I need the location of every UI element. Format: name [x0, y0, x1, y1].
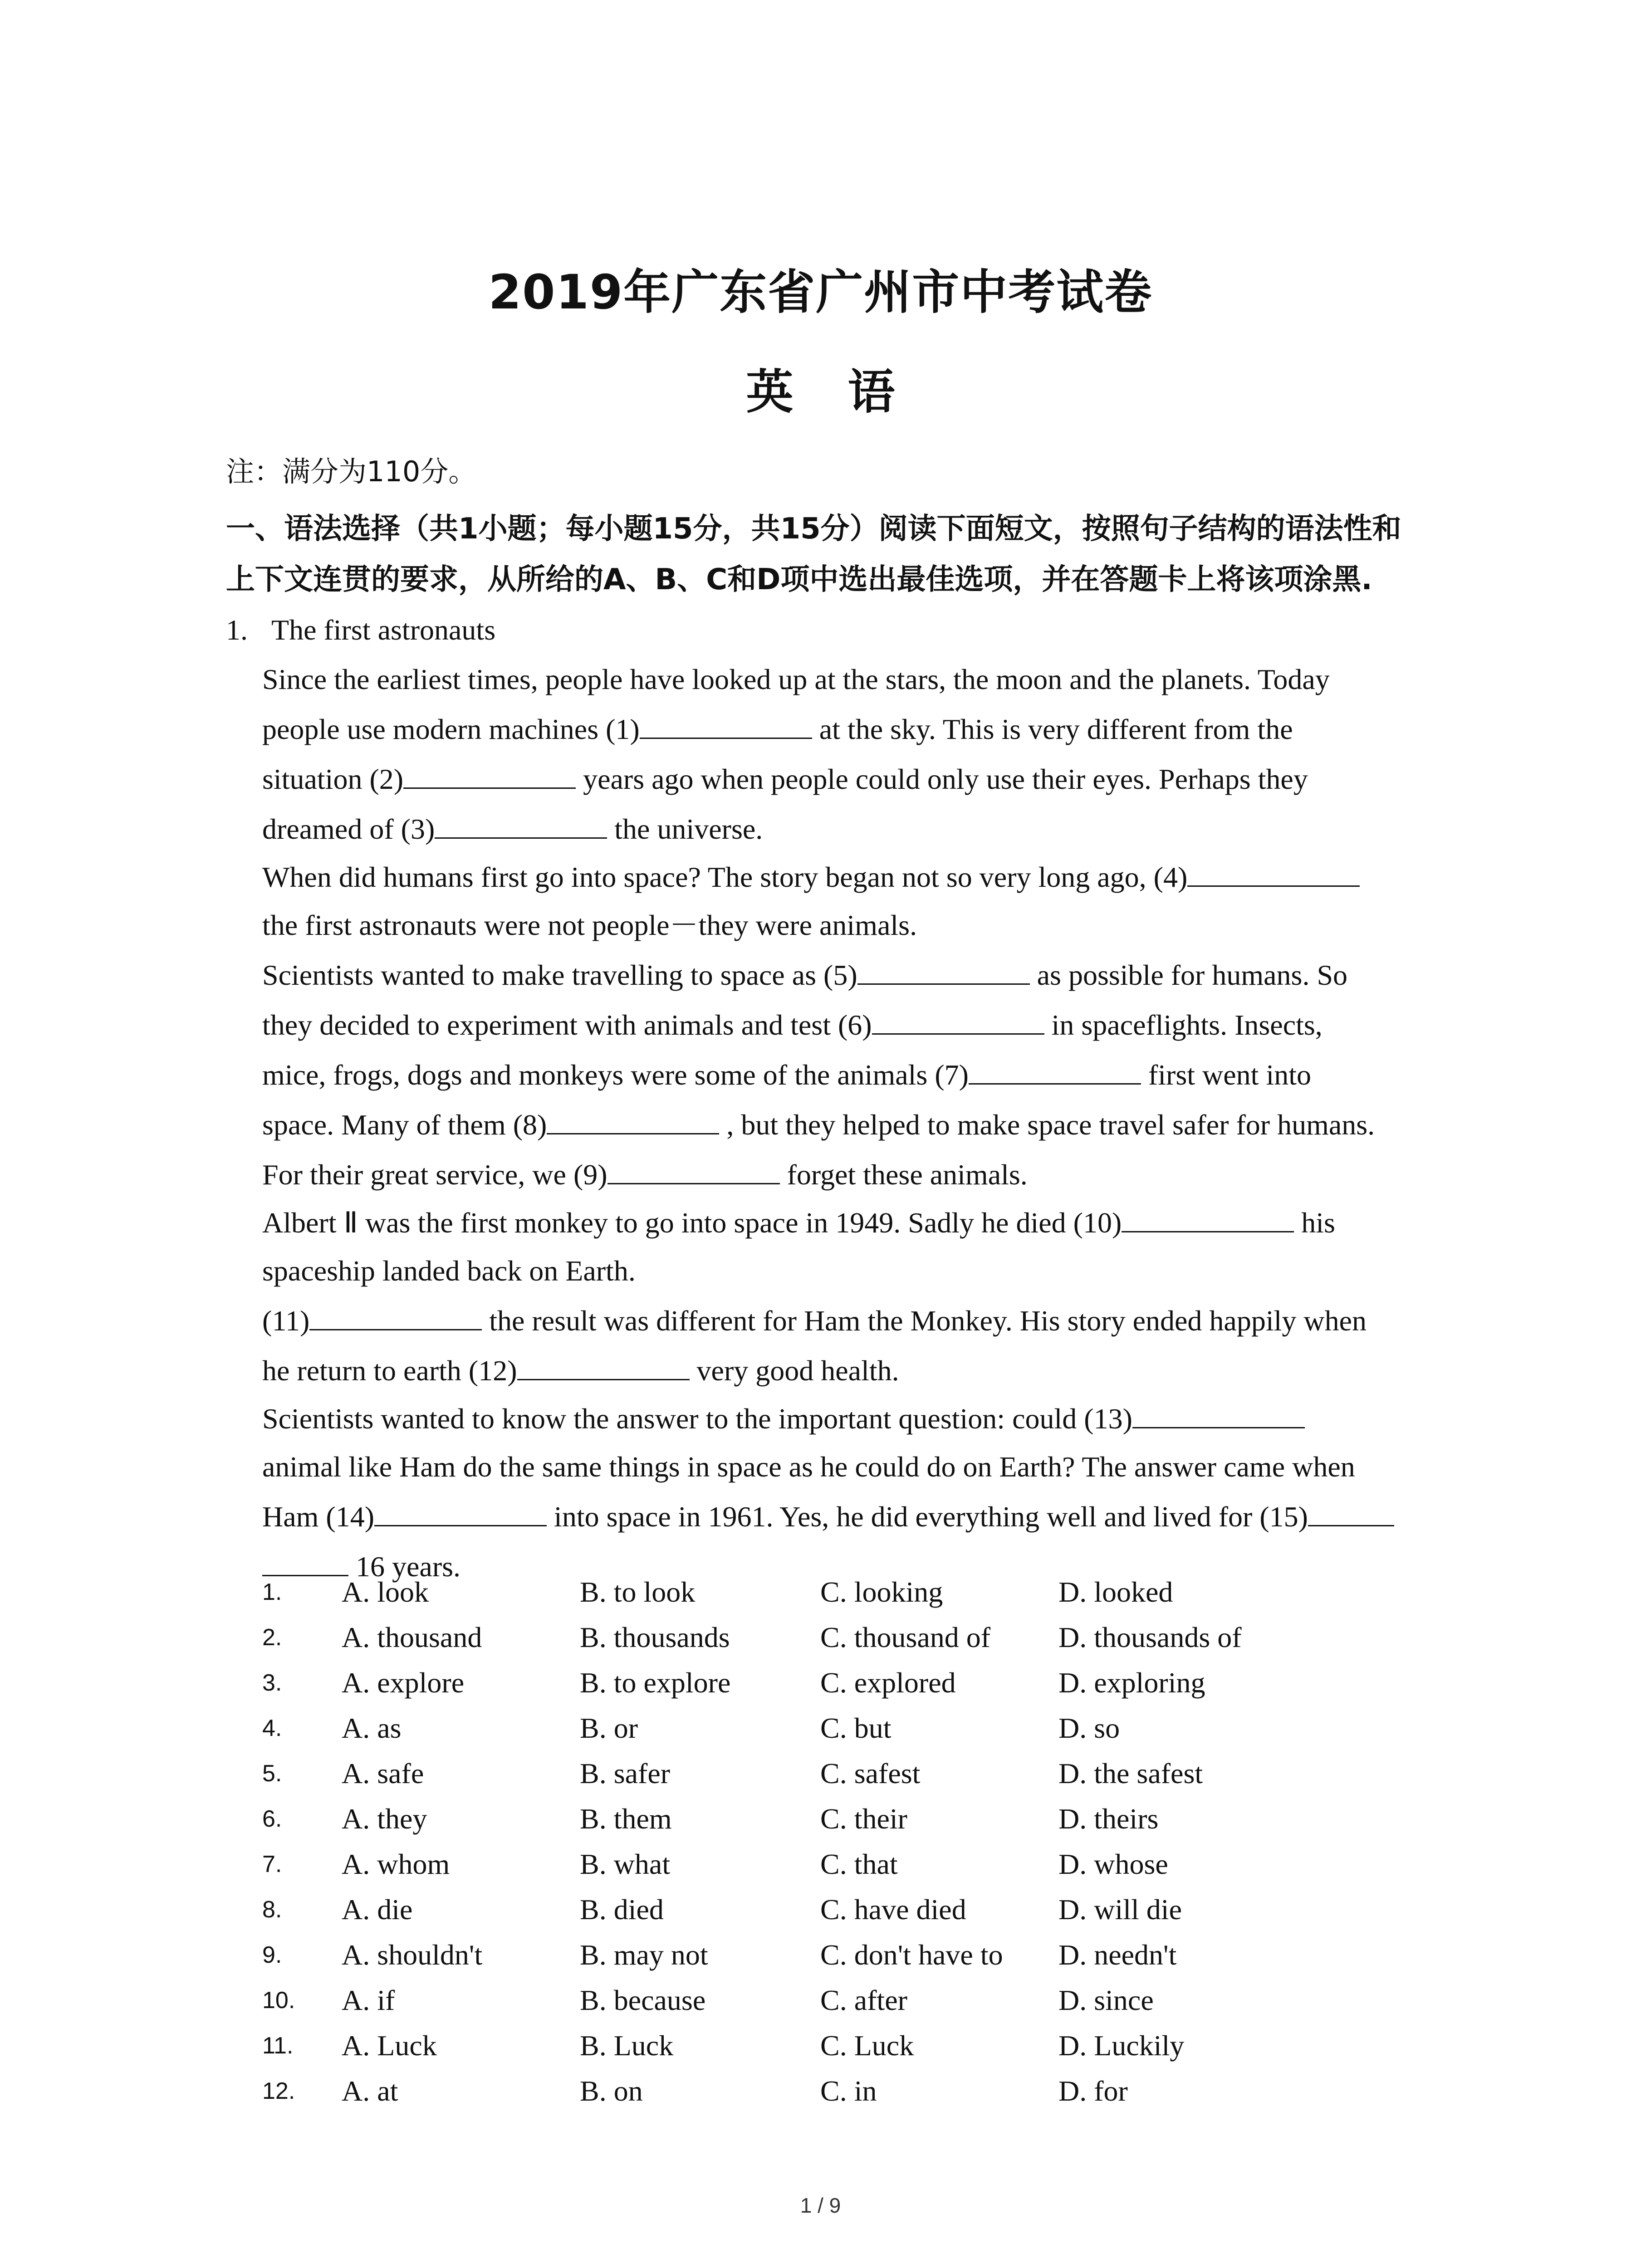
option-row — [226, 1751, 1451, 1796]
passage-line: he return to earth (12) very good health. — [226, 1346, 1474, 1396]
option-a[interactable]: A. whom — [342, 1848, 450, 1880]
answer-blank[interactable] — [374, 1498, 547, 1526]
option-row — [226, 1978, 1451, 2023]
instruction-line: 上下文连贯的要求，从所给的A、B、C和D项中选出最佳选项，并在答题卡上将该项涂黑. — [226, 563, 1372, 596]
option-a[interactable]: A. explore — [342, 1667, 465, 1699]
option-c[interactable]: C. thousand of — [820, 1621, 991, 1653]
passage-line: For their great service, we (9) forget these animals. — [226, 1150, 1474, 1200]
option-a[interactable]: A. look — [342, 1576, 429, 1608]
option-c[interactable]: C. in — [820, 2075, 877, 2107]
option-a[interactable]: A. at — [342, 2075, 398, 2107]
option-list — [226, 1569, 1451, 2114]
option-row — [226, 1615, 1451, 1660]
answer-blank[interactable] — [309, 1302, 482, 1330]
option-d[interactable]: D. needn't — [1058, 1939, 1177, 1971]
passage-line: 16 years. — [226, 1542, 1474, 1592]
passage-line: Since the earliest times, people have looked up at the stars, the moon and the planets. Today — [262, 663, 1330, 695]
option-c[interactable]: C. safest — [820, 1757, 921, 1789]
passage-line: mice, frogs, dogs and monkeys were some of the animals (7) first went into — [226, 1050, 1474, 1100]
passage-line: Scientists wanted to know the answer to the important question: could (13) — [226, 1396, 1474, 1442]
passage-line: When did humans first go into space? The story began not so very long ago, (4) — [226, 854, 1474, 900]
question-number: 1. — [226, 614, 248, 646]
option-b[interactable]: B. to look — [580, 1576, 696, 1608]
answer-blank[interactable] — [1132, 1400, 1305, 1428]
option-row — [226, 2023, 1451, 2068]
option-c[interactable]: C. after — [820, 1984, 907, 2016]
passage-line: Scientists wanted to make travelling to space as (5) as possible for humans. So — [226, 950, 1474, 1000]
option-b[interactable]: B. on — [580, 2075, 643, 2107]
passage-line: space. Many of them (8) , but they helped to make space travel safer for humans. — [226, 1100, 1474, 1150]
option-a[interactable]: A. thousand — [342, 1621, 482, 1653]
option-number: 2. — [262, 1624, 282, 1651]
passage-line: dreamed of (3) the universe. — [226, 804, 1474, 854]
option-d[interactable]: D. since — [1058, 1984, 1154, 2016]
option-c[interactable]: C. that — [820, 1848, 898, 1880]
option-d[interactable]: D. the safest — [1058, 1757, 1203, 1789]
option-b[interactable]: B. because — [580, 1984, 706, 2016]
option-c[interactable]: C. have died — [820, 1893, 966, 1926]
answer-blank[interactable] — [403, 760, 576, 789]
score-note: 注：满分为110分。 — [226, 455, 477, 488]
option-d[interactable]: D. theirs — [1058, 1803, 1159, 1835]
option-d[interactable]: D. for — [1058, 2075, 1128, 2107]
option-row — [226, 2068, 1451, 2114]
exam-title: 2019年广东省广州市中考试卷 — [488, 264, 1153, 320]
passage-line: people use modern machines (1) at the sky. This is very different from the — [226, 704, 1474, 754]
option-d[interactable]: D. will die — [1058, 1893, 1182, 1926]
answer-blank[interactable] — [607, 1156, 780, 1184]
option-row — [226, 1660, 1451, 1706]
option-b[interactable]: B. safer — [580, 1757, 671, 1789]
answer-blank[interactable] — [969, 1056, 1141, 1085]
option-d[interactable]: D. thousands of — [1058, 1621, 1242, 1653]
option-number: 10. — [262, 1987, 295, 2014]
answer-blank[interactable] — [435, 810, 607, 839]
option-number: 5. — [262, 1760, 282, 1787]
option-row — [226, 1932, 1451, 1978]
option-c[interactable]: C. looking — [820, 1576, 943, 1608]
answer-blank[interactable] — [547, 1106, 719, 1134]
option-d[interactable]: D. so — [1058, 1712, 1120, 1744]
option-number: 7. — [262, 1851, 282, 1877]
answer-blank[interactable] — [1122, 1204, 1294, 1232]
option-d[interactable]: D. whose — [1058, 1848, 1168, 1880]
section-instruction — [226, 503, 1442, 605]
answer-blank[interactable] — [857, 956, 1030, 985]
cloze-passage — [226, 606, 1474, 1592]
passage-line: spaceship landed back on Earth. — [262, 1255, 636, 1287]
option-a[interactable]: A. Luck — [342, 2029, 437, 2062]
answer-blank[interactable] — [517, 1352, 690, 1380]
option-b[interactable]: B. what — [580, 1848, 671, 1880]
page-number: 1 / 9 — [800, 2194, 841, 2217]
option-c[interactable]: C. don't have to — [820, 1939, 1003, 1971]
option-b[interactable]: B. to explore — [580, 1667, 731, 1699]
question-heading — [226, 606, 1474, 655]
option-number: 6. — [262, 1806, 282, 1832]
option-number: 11. — [262, 2033, 294, 2059]
option-a[interactable]: A. die — [342, 1893, 413, 1926]
option-number: 4. — [262, 1715, 282, 1741]
answer-blank[interactable] — [1187, 858, 1360, 887]
subject-char: 语 — [847, 364, 895, 420]
option-a[interactable]: A. as — [342, 1712, 402, 1744]
option-number: 1. — [262, 1579, 282, 1605]
passage-title: The first astronauts — [271, 614, 496, 646]
option-c[interactable]: C. explored — [820, 1667, 956, 1699]
option-a[interactable]: A. safe — [342, 1757, 424, 1789]
option-c[interactable]: C. but — [820, 1712, 892, 1744]
option-row — [226, 1706, 1451, 1751]
option-number: 12. — [262, 2078, 295, 2104]
option-b[interactable]: B. or — [580, 1712, 638, 1744]
option-a[interactable]: A. they — [342, 1803, 427, 1835]
subject-char: 英 — [746, 364, 794, 420]
option-b[interactable]: B. Luck — [580, 2029, 674, 2062]
answer-blank[interactable] — [640, 710, 812, 739]
option-row — [226, 1842, 1451, 1887]
option-number: 3. — [262, 1670, 282, 1696]
option-number: 8. — [262, 1897, 282, 1923]
option-b[interactable]: B. thousands — [580, 1621, 730, 1653]
passage-line: animal like Ham do the same things in space as he could do on Earth? The answer came when — [262, 1451, 1355, 1483]
option-b[interactable]: B. may not — [580, 1939, 708, 1971]
passage-line: situation (2) years ago when people could only use their eyes. Perhaps they — [226, 754, 1474, 804]
option-row — [226, 1887, 1451, 1932]
option-d[interactable]: D. Luckily — [1058, 2029, 1185, 2062]
passage-line: they decided to experiment with animals and test (6) in spaceflights. Insects, — [226, 1000, 1474, 1050]
option-d[interactable]: D. looked — [1058, 1576, 1173, 1608]
answer-blank[interactable] — [872, 1006, 1044, 1035]
passage-line: Albert Ⅱ was the first monkey to go into space in 1949. Sadly he died (10) his — [226, 1200, 1474, 1246]
answer-blank[interactable] — [1308, 1498, 1394, 1526]
option-a[interactable]: A. if — [342, 1984, 395, 2016]
option-b[interactable]: B. them — [580, 1803, 672, 1835]
passage-line: the first astronauts were not people－they were animals. — [262, 909, 917, 941]
option-row — [226, 1796, 1451, 1842]
passage-line: Ham (14) into space in 1961. Yes, he did everything well and lived for (15) — [226, 1492, 1474, 1542]
subject-heading — [0, 354, 1641, 422]
passage-line: (11) the result was different for Ham the Monkey. His story ended happily when — [226, 1296, 1474, 1346]
option-d[interactable]: D. exploring — [1058, 1667, 1205, 1699]
option-c[interactable]: C. Luck — [820, 2029, 914, 2062]
option-c[interactable]: C. their — [820, 1803, 907, 1835]
option-row — [226, 1569, 1451, 1615]
instruction-line: 一、语法选择（共1小题；每小题15分，共15分）阅读下面短文，按照句子结构的语法性和 — [226, 512, 1401, 546]
option-a[interactable]: A. shouldn't — [342, 1939, 483, 1971]
option-number: 9. — [262, 1942, 282, 1968]
option-b[interactable]: B. died — [580, 1893, 664, 1926]
